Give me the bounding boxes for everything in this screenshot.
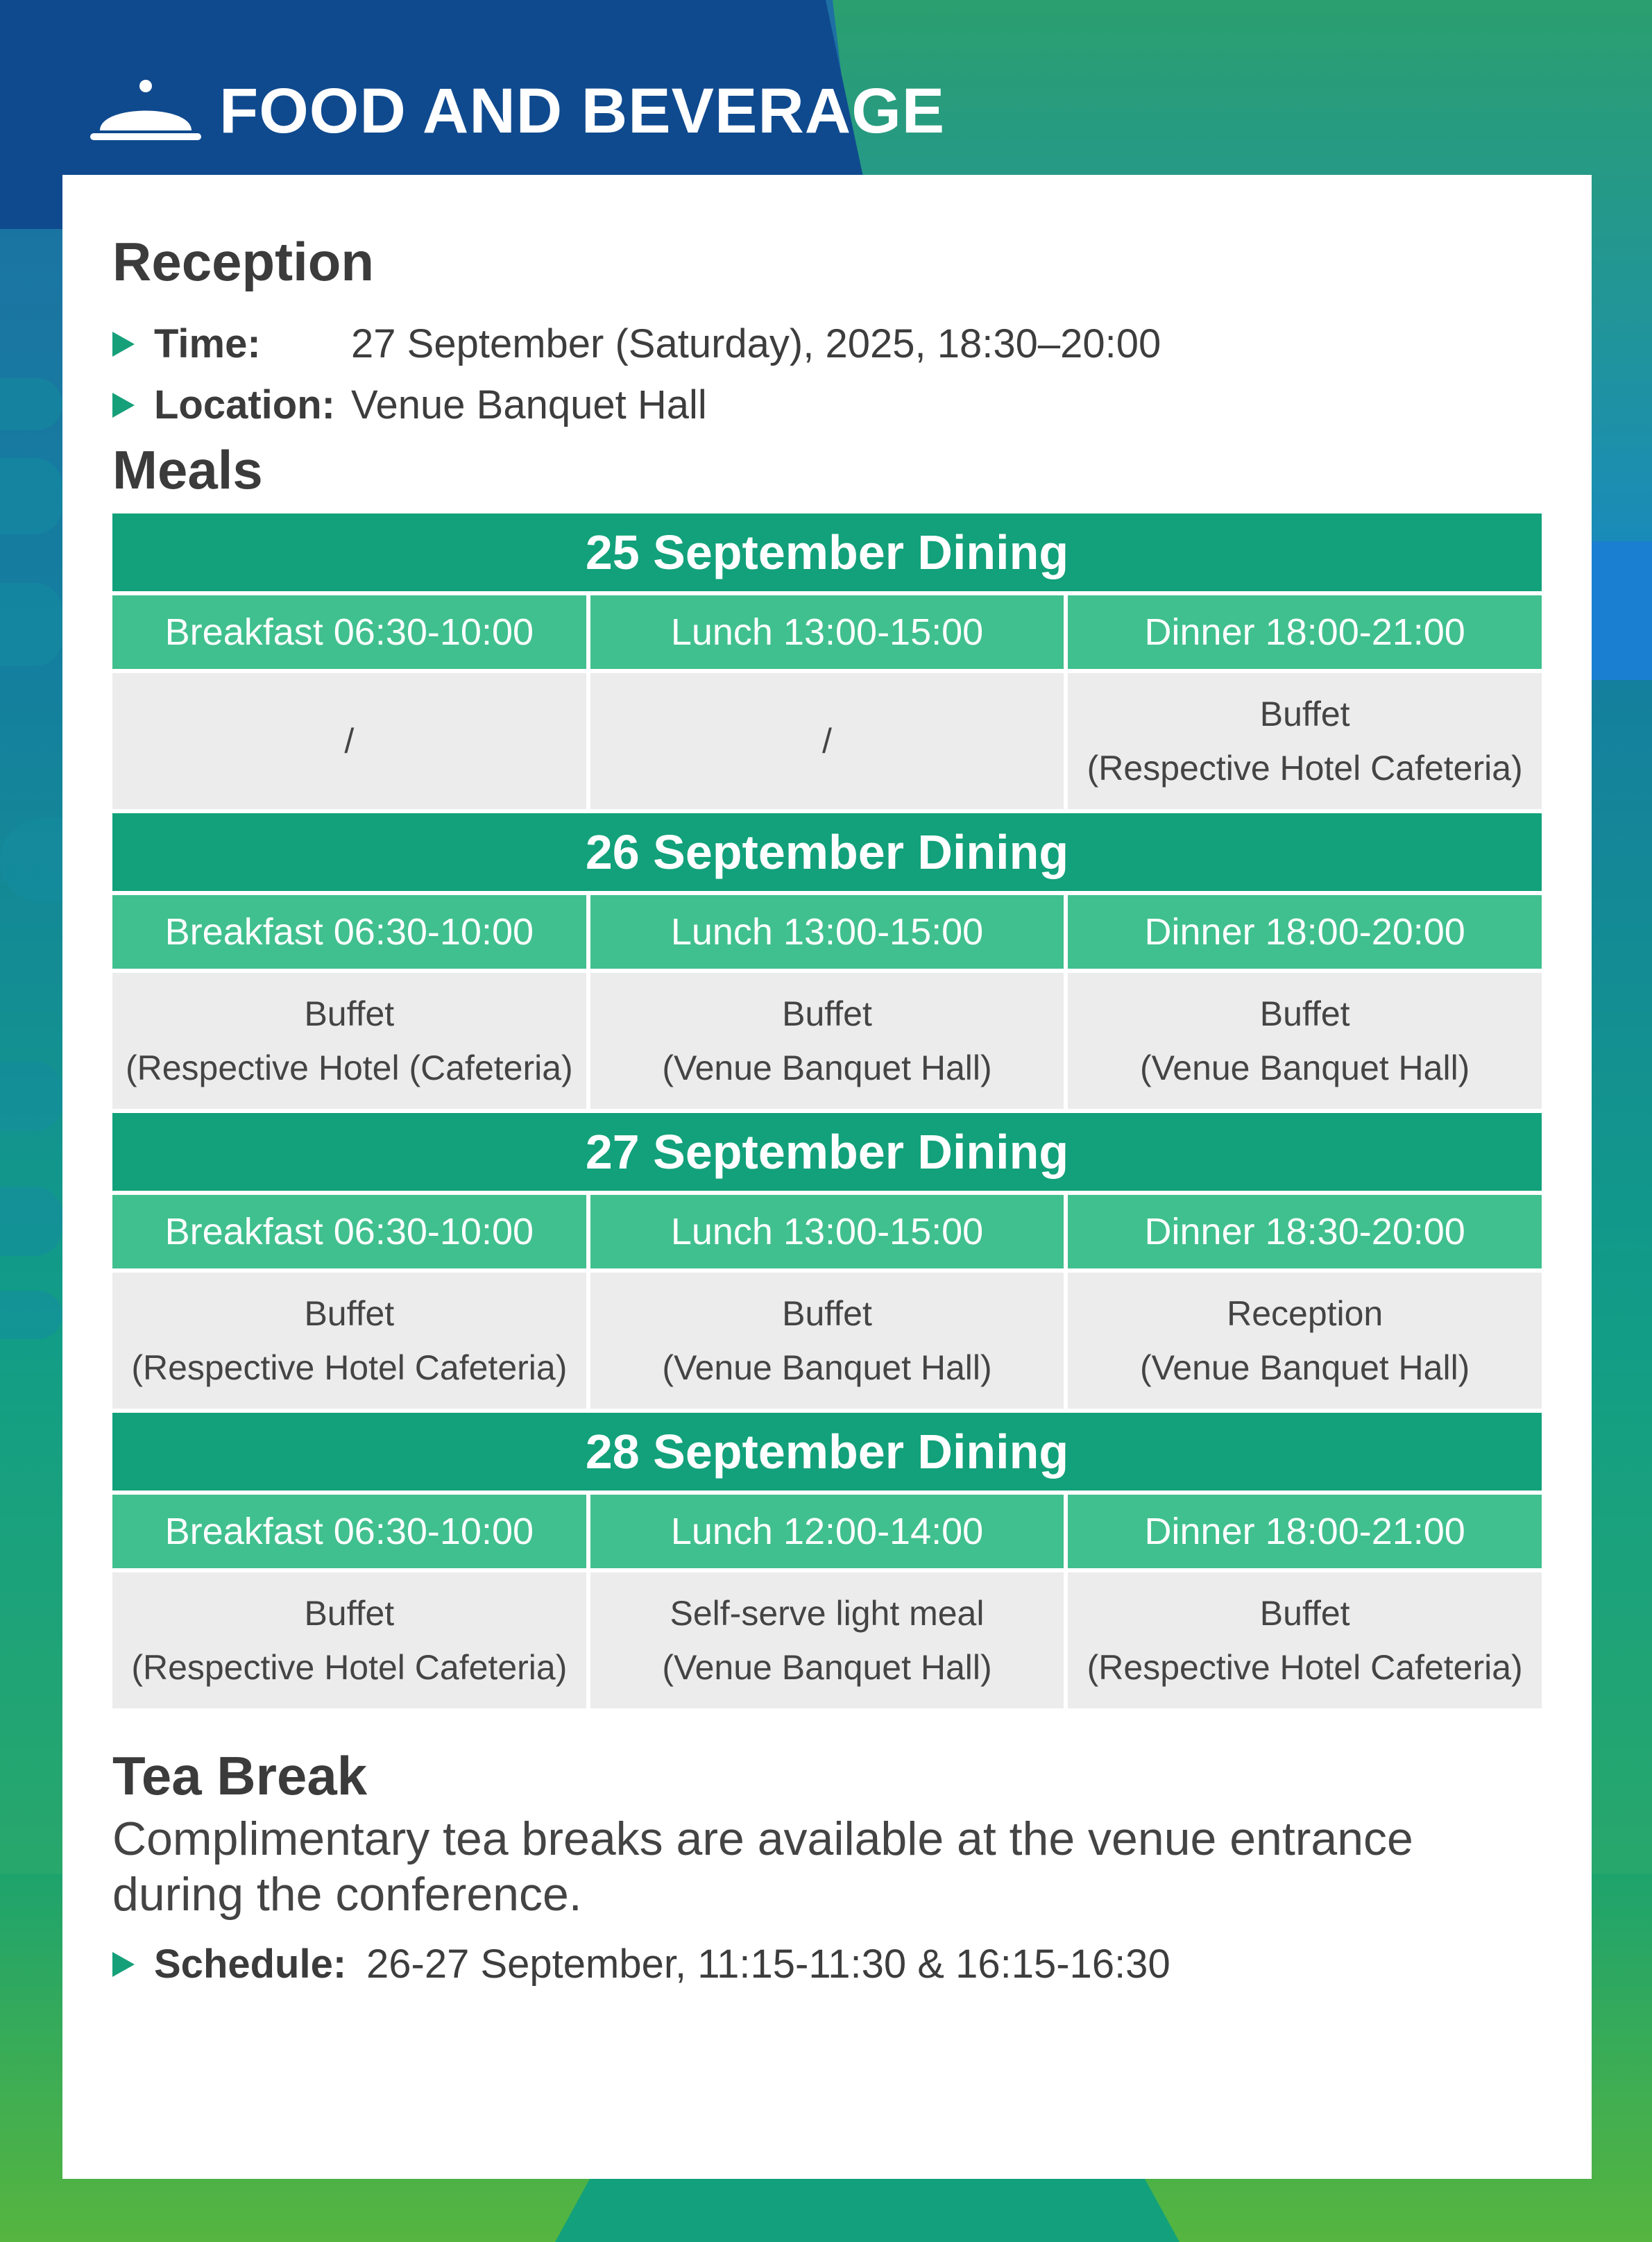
breakfast-time: Breakfast 06:30-10:00 [112, 1195, 586, 1268]
dinner-time: Dinner 18:00-20:00 [1068, 895, 1542, 969]
time-label: Time: [154, 321, 261, 366]
meal-location: (Venue Banquet Hall) [662, 1648, 992, 1687]
meal-type: Buffet [782, 1294, 872, 1333]
meal-location: (Venue Banquet Hall) [662, 1348, 992, 1387]
dinner-time: Dinner 18:00-21:00 [1068, 1495, 1542, 1568]
meal-type: Reception [1227, 1294, 1383, 1333]
tea-break-title: Tea Break [112, 1745, 368, 1806]
dinner-time: Dinner 18:30-20:00 [1068, 1195, 1542, 1268]
meal-row [112, 1572, 1542, 1708]
dinner-meal [1068, 1273, 1542, 1409]
bullet-triangle-icon [112, 393, 135, 418]
meals-table [112, 513, 1542, 1713]
meal-location: (Respective Hotel Cafeteria) [1087, 1648, 1523, 1687]
time-row [112, 895, 1542, 969]
meal-row [112, 973, 1542, 1109]
location-value: Venue Banquet Hall [351, 382, 707, 427]
meal-type: Buffet [1259, 1594, 1350, 1633]
breakfast-meal [112, 973, 586, 1109]
meal-location: (Respective Hotel Cafeteria) [131, 1348, 568, 1387]
breakfast-time: Breakfast 06:30-10:00 [112, 895, 586, 969]
time-row [112, 595, 1542, 669]
dinner-time: Dinner 18:00-21:00 [1068, 595, 1542, 669]
dinner-meal [1068, 973, 1542, 1109]
dinner-meal [1068, 673, 1542, 809]
tea-schedule-row [112, 1941, 1170, 1987]
background-decoration [0, 378, 62, 430]
time-value: 27 September (Saturday), 2025, 18:30–20:00 [351, 321, 1161, 366]
meal-location: (Venue Banquet Hall) [1140, 1348, 1470, 1387]
breakfast-meal [112, 1273, 586, 1409]
lunch-meal [590, 973, 1064, 1109]
meal-location: (Venue Banquet Hall) [662, 1048, 992, 1087]
meal-location: (Respective Hotel Cafeteria) [1087, 749, 1523, 788]
lunch-meal [590, 1572, 1064, 1708]
time-row [112, 1495, 1542, 1568]
meal-type: Buffet [304, 1594, 395, 1633]
content-card [62, 175, 1592, 2179]
meal-location: (Venue Banquet Hall) [1140, 1048, 1470, 1087]
meal-type: Buffet [304, 1294, 395, 1333]
breakfast-time: Breakfast 06:30-10:00 [112, 1495, 586, 1568]
meal-type: Buffet [1259, 695, 1350, 733]
day-header: 27 September Dining [112, 1113, 1542, 1191]
location-label: Location: [154, 382, 335, 427]
schedule-value: 26-27 September, 11:15-11:30 & 16:15-16:30 [366, 1942, 1170, 1987]
meals-title: Meals [112, 439, 263, 500]
breakfast-time: Breakfast 06:30-10:00 [112, 595, 586, 669]
background-decoration [0, 819, 62, 902]
background-decoration [0, 1291, 62, 1339]
meal-type: Buffet [304, 994, 395, 1033]
breakfast-meal [112, 1572, 586, 1708]
tea-break-description: Complimentary tea breaks are available at the venue entrance during the conference. [112, 1812, 1413, 1921]
day-header: 26 September Dining [112, 813, 1542, 891]
background-decoration [0, 583, 62, 666]
schedule-label: Schedule: [154, 1942, 347, 1987]
meal-type: / [344, 722, 355, 761]
background-decoration [0, 1062, 62, 1131]
day-header: 28 September Dining [112, 1413, 1542, 1491]
lunch-time: Lunch 12:00-14:00 [590, 1495, 1064, 1568]
time-row [112, 1195, 1542, 1268]
background-decoration [0, 1187, 62, 1256]
day-header: 25 September Dining [112, 513, 1542, 591]
reception-location-row [112, 382, 707, 428]
meal-type: / [822, 722, 832, 761]
bullet-triangle-icon [112, 1952, 135, 1977]
page-title: FOOD AND BEVERAGE [219, 75, 946, 146]
meal-row [112, 1273, 1542, 1409]
lunch-meal [590, 1273, 1064, 1409]
cloche-icon [90, 76, 201, 146]
meal-type: Buffet [782, 994, 872, 1033]
lunch-time: Lunch 13:00-15:00 [590, 895, 1064, 969]
lunch-meal [590, 673, 1064, 809]
background-decoration [0, 458, 62, 534]
meal-row [112, 673, 1542, 809]
meal-location: (Respective Hotel Cafeteria) [131, 1648, 568, 1687]
dinner-meal [1068, 1572, 1542, 1708]
meal-type: Buffet [1259, 994, 1350, 1033]
reception-title: Reception [112, 231, 375, 292]
reception-time-row [112, 321, 1161, 367]
page-header [90, 69, 945, 153]
breakfast-meal [112, 673, 586, 809]
bullet-triangle-icon [112, 332, 135, 357]
meal-location: (Respective Hotel (Cafeteria) [125, 1048, 573, 1087]
lunch-time: Lunch 13:00-15:00 [590, 595, 1064, 669]
lunch-time: Lunch 13:00-15:00 [590, 1195, 1064, 1268]
meal-type: Self-serve light meal [670, 1594, 985, 1633]
